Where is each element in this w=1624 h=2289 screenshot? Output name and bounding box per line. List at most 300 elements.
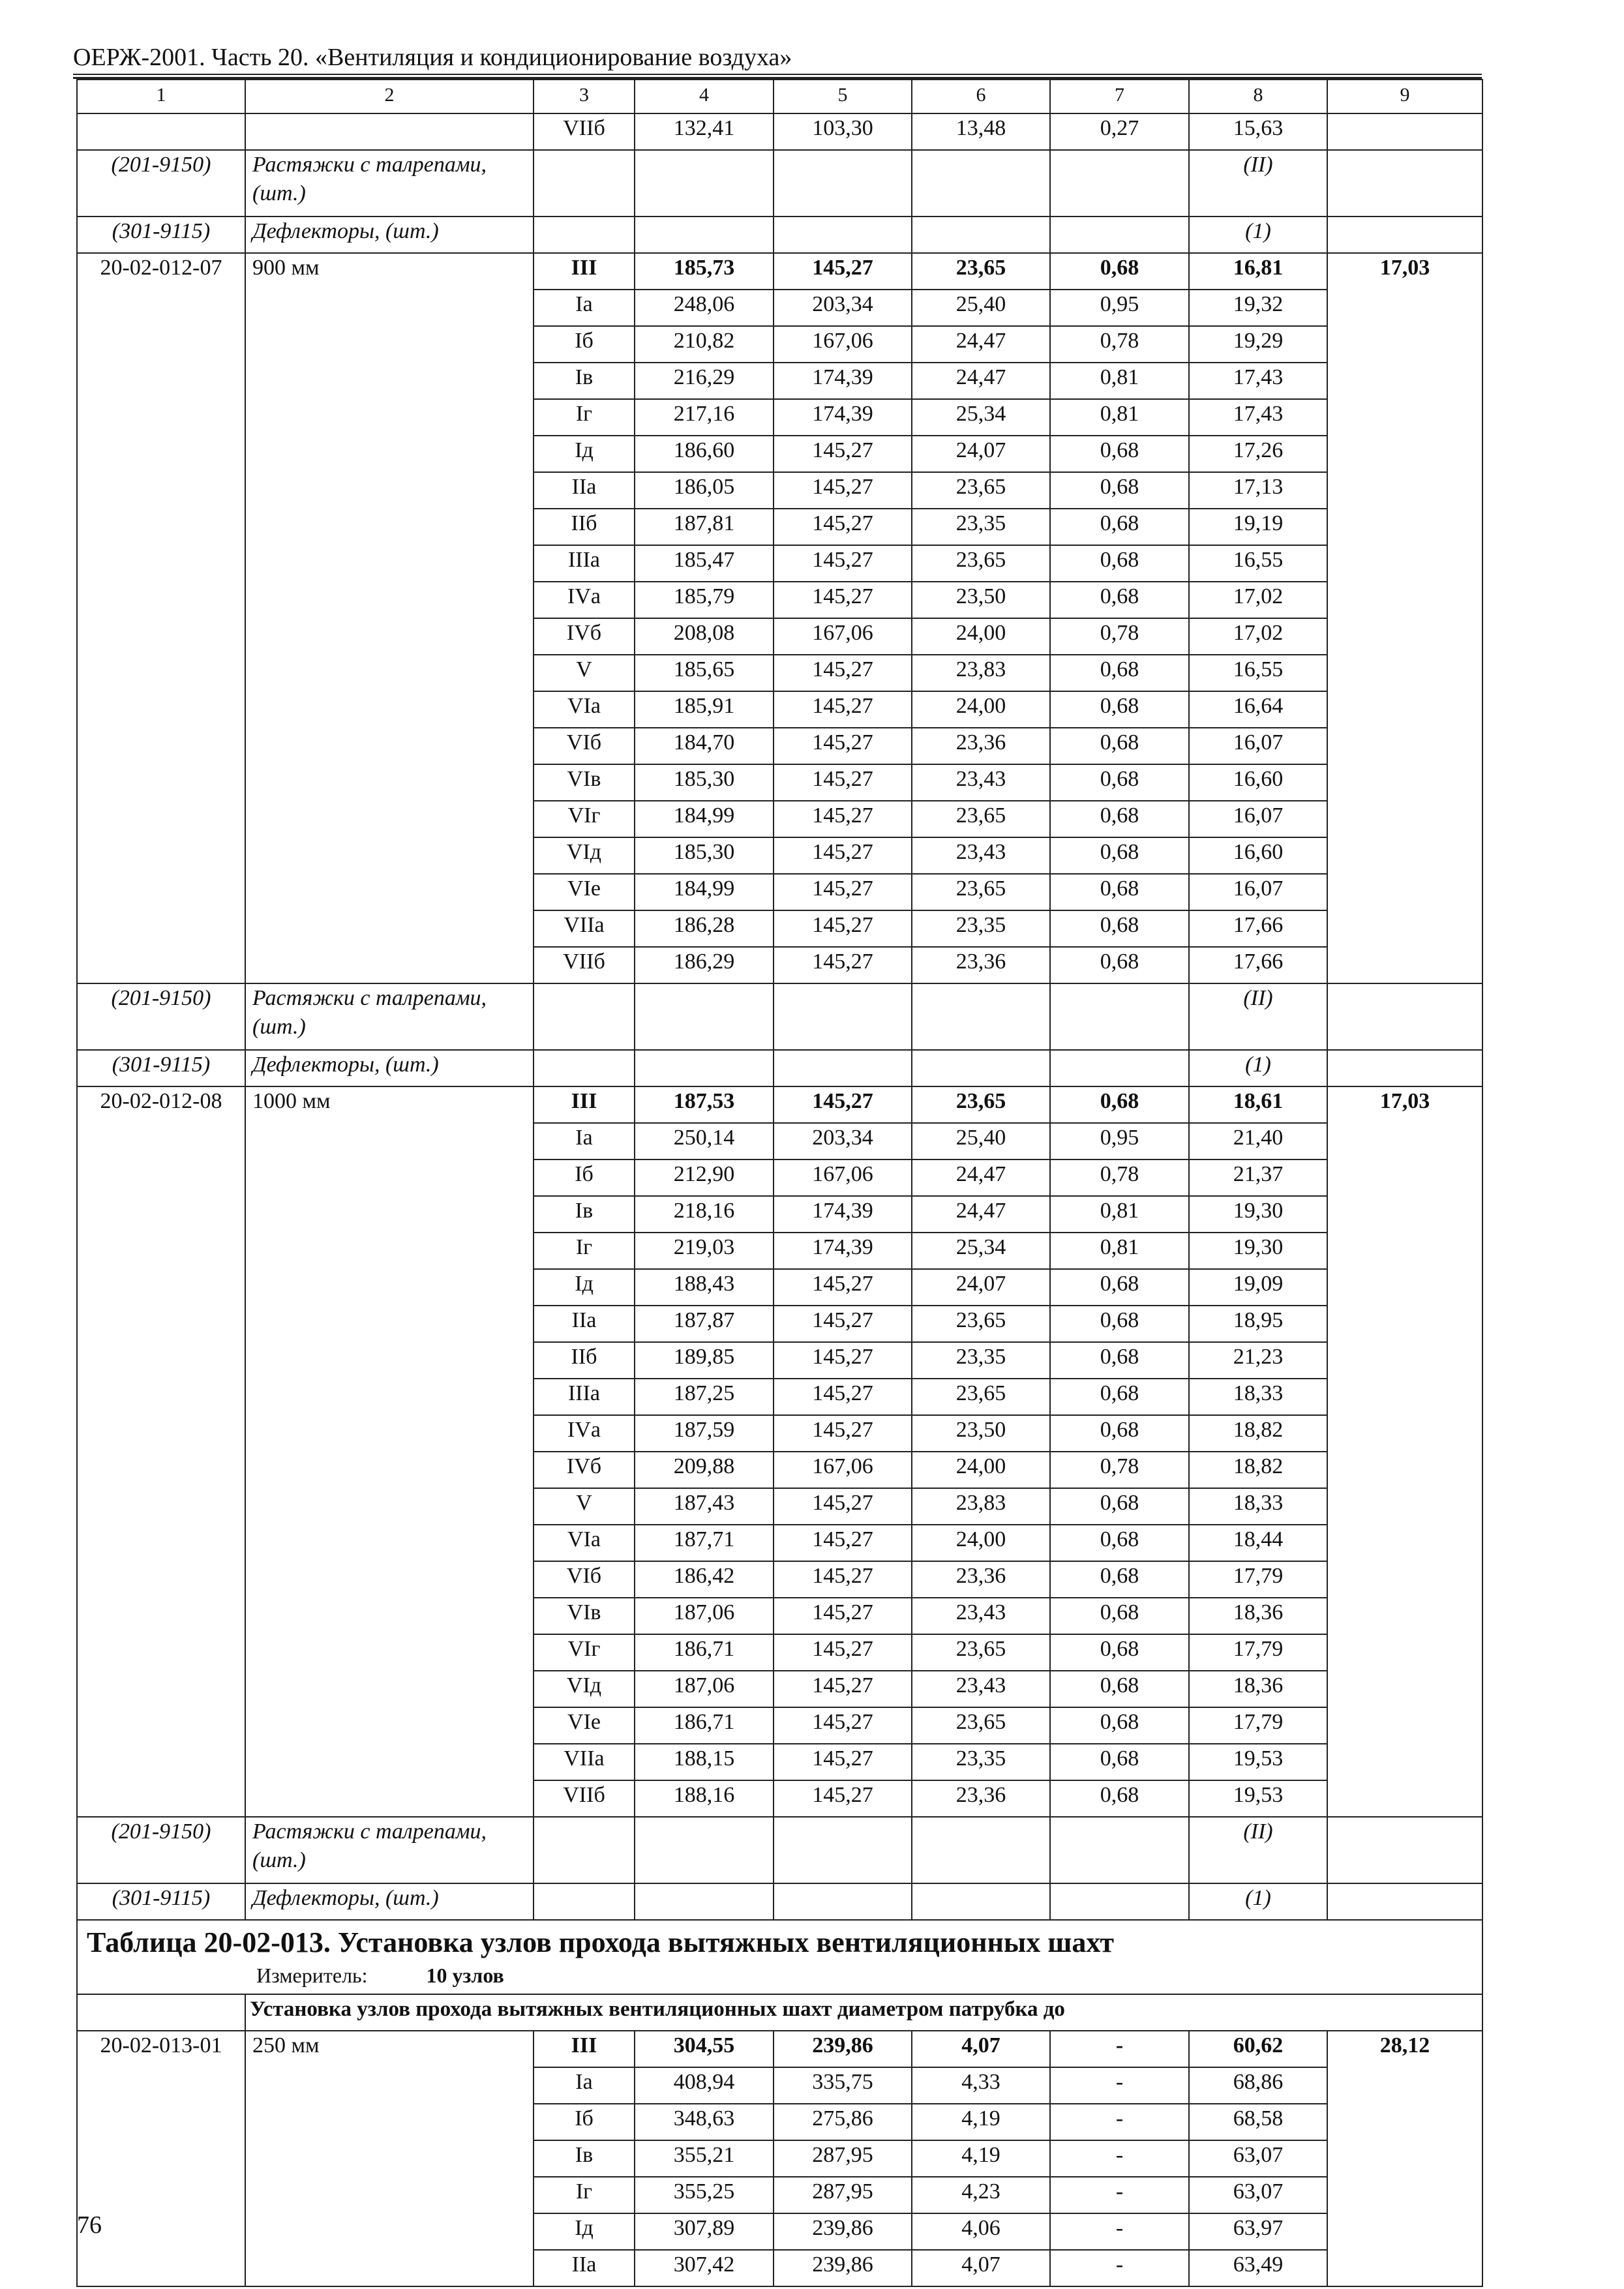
- column-number: 1: [77, 80, 245, 113]
- value-cell: 0,68: [1050, 1306, 1189, 1342]
- empty-cell: [1327, 1883, 1482, 1920]
- empty-cell: [1327, 983, 1482, 1050]
- meter-line: [87, 1961, 1473, 1990]
- value-cell: 18,82: [1189, 1452, 1327, 1488]
- value-cell: (1): [1189, 1883, 1327, 1920]
- zone-cell: IVа: [534, 1415, 635, 1452]
- column-number: 9: [1327, 80, 1482, 113]
- total-cell: [1327, 150, 1482, 217]
- zone-cell: III: [534, 253, 635, 290]
- value-cell: 145,27: [774, 1379, 912, 1415]
- zone-cell: Iг: [534, 2177, 635, 2213]
- value-cell: [1050, 150, 1189, 217]
- value-cell: 0,68: [1050, 1598, 1189, 1634]
- table-title-cell: [77, 1920, 1482, 1994]
- empty-cell: [1327, 1050, 1482, 1086]
- value-cell: 0,68: [1050, 728, 1189, 764]
- value-cell: 239,86: [774, 2031, 912, 2067]
- total-cell: [1327, 217, 1482, 253]
- zone-cell: VIIб: [534, 113, 635, 150]
- code-cell: [77, 113, 245, 150]
- value-cell: 16,60: [1189, 837, 1327, 874]
- empty-cell: [77, 1994, 245, 2031]
- value-cell: 185,47: [635, 545, 774, 582]
- value-cell: 287,95: [774, 2140, 912, 2177]
- zone-cell: VIIб: [534, 1780, 635, 1817]
- value-cell: 217,16: [635, 399, 774, 436]
- value-cell: 0,95: [1050, 290, 1189, 326]
- value-cell: 0,81: [1050, 1196, 1189, 1233]
- value-cell: 185,30: [635, 764, 774, 801]
- resource-note-row: [77, 1817, 1482, 1883]
- value-cell: 0,68: [1050, 764, 1189, 801]
- value-cell: 167,06: [774, 1452, 912, 1488]
- value-cell: 23,65: [912, 1306, 1050, 1342]
- value-cell: 174,39: [774, 1233, 912, 1269]
- value-cell: 184,99: [635, 801, 774, 837]
- value-cell: 18,95: [1189, 1306, 1327, 1342]
- value-cell: 16,07: [1189, 801, 1327, 837]
- value-cell: 145,27: [774, 1306, 912, 1342]
- meter-label: Измеритель:: [256, 1964, 368, 1987]
- value-cell: 0,78: [1050, 618, 1189, 655]
- zone-cell: IVб: [534, 618, 635, 655]
- value-cell: 16,60: [1189, 764, 1327, 801]
- value-cell: 0,68: [1050, 1744, 1189, 1780]
- total-cell: [1327, 113, 1482, 150]
- value-cell: 18,44: [1189, 1525, 1327, 1561]
- value-cell: 0,81: [1050, 363, 1189, 399]
- value-cell: 23,65: [912, 253, 1050, 290]
- value-cell: 63,49: [1189, 2250, 1327, 2286]
- value-cell: 145,27: [774, 1086, 912, 1123]
- value-cell: 16,07: [1189, 874, 1327, 910]
- description-cell: Растяжки с талрепами, (шт.): [245, 1817, 534, 1883]
- value-cell: -: [1050, 2213, 1189, 2250]
- value-cell: 24,47: [912, 1159, 1050, 1196]
- zone-cell: IVа: [534, 582, 635, 618]
- code-cell: (201-9150): [77, 150, 245, 217]
- zone-cell: VIIа: [534, 1744, 635, 1780]
- value-cell: 17,79: [1189, 1707, 1327, 1744]
- value-cell: 275,86: [774, 2104, 912, 2140]
- table-row: [77, 1086, 1482, 1123]
- value-cell: 188,16: [635, 1780, 774, 1817]
- value-cell: 4,23: [912, 2177, 1050, 2213]
- zone-cell: VIб: [534, 728, 635, 764]
- value-cell: 188,43: [635, 1269, 774, 1306]
- code-cell: (201-9150): [77, 983, 245, 1050]
- value-cell: 0,81: [1050, 1233, 1189, 1269]
- value-cell: 145,27: [774, 545, 912, 582]
- value-cell: -: [1050, 2104, 1189, 2140]
- value-cell: 0,68: [1050, 801, 1189, 837]
- value-cell: 187,43: [635, 1488, 774, 1525]
- zone-cell: [534, 217, 635, 253]
- value-cell: 184,99: [635, 874, 774, 910]
- value-cell: 145,27: [774, 874, 912, 910]
- value-cell: 0,78: [1050, 326, 1189, 363]
- value-cell: 16,81: [1189, 253, 1327, 290]
- code-cell: 20-02-012-08: [77, 1086, 245, 1817]
- value-cell: 145,27: [774, 1488, 912, 1525]
- value-cell: 4,19: [912, 2140, 1050, 2177]
- value-cell: 23,35: [912, 910, 1050, 947]
- value-cell: [912, 217, 1050, 253]
- value-cell: 25,34: [912, 399, 1050, 436]
- value-cell: 0,68: [1050, 947, 1189, 983]
- table-row: [77, 253, 1482, 290]
- value-cell: 208,08: [635, 618, 774, 655]
- code-cell: 20-02-012-07: [77, 253, 245, 983]
- total-cell: 28,12: [1327, 2031, 1482, 2286]
- value-cell: 23,35: [912, 1342, 1050, 1379]
- value-cell: 23,43: [912, 1671, 1050, 1707]
- value-cell: 18,33: [1189, 1488, 1327, 1525]
- zone-cell: Iб: [534, 2104, 635, 2140]
- value-cell: 23,36: [912, 728, 1050, 764]
- zone-cell: IIб: [534, 509, 635, 545]
- zone-cell: Iд: [534, 2213, 635, 2250]
- description-cell: 250 мм: [245, 2031, 534, 2286]
- value-cell: 184,70: [635, 728, 774, 764]
- zone-cell: Iв: [534, 363, 635, 399]
- value-cell: 23,65: [912, 801, 1050, 837]
- resource-note-row: [77, 1050, 1482, 1086]
- empty-cell: [1050, 1883, 1189, 1920]
- empty-cell: [774, 1883, 912, 1920]
- value-cell: 0,68: [1050, 1525, 1189, 1561]
- table-title: Таблица 20-02-013. Установка узлов прохода вытяжных вентиляционных шахт: [87, 1926, 1114, 1958]
- table-row: [77, 113, 1482, 150]
- value-cell: 145,27: [774, 582, 912, 618]
- value-cell: 0,68: [1050, 253, 1189, 290]
- value-cell: 145,27: [774, 1707, 912, 1744]
- column-number: 3: [534, 80, 635, 113]
- value-cell: 0,68: [1050, 1342, 1189, 1379]
- value-cell: 132,41: [635, 113, 774, 150]
- value-cell: 185,79: [635, 582, 774, 618]
- zone-cell: VIг: [534, 801, 635, 837]
- value-cell: 23,50: [912, 1415, 1050, 1452]
- description-cell: Растяжки с талрепами, (шт.): [245, 150, 534, 217]
- value-cell: (1): [1189, 1050, 1327, 1086]
- empty-cell: [534, 1883, 635, 1920]
- value-cell: 187,87: [635, 1306, 774, 1342]
- empty-cell: [1050, 1050, 1189, 1086]
- value-cell: 0,68: [1050, 655, 1189, 691]
- zone-cell: IIа: [534, 472, 635, 509]
- value-cell: 23,35: [912, 1744, 1050, 1780]
- empty-cell: [534, 983, 635, 1050]
- description-cell: Дефлекторы, (шт.): [245, 1883, 534, 1920]
- value-cell: 15,63: [1189, 113, 1327, 150]
- zone-cell: VIв: [534, 1598, 635, 1634]
- value-cell: 0,68: [1050, 837, 1189, 874]
- code-cell: (301-9115): [77, 1050, 245, 1086]
- value-cell: 19,30: [1189, 1196, 1327, 1233]
- resource-note-row: [77, 150, 1482, 217]
- value-cell: 186,71: [635, 1707, 774, 1744]
- value-cell: 187,71: [635, 1525, 774, 1561]
- value-cell: 0,27: [1050, 113, 1189, 150]
- empty-cell: [635, 1817, 774, 1883]
- zone-cell: VIб: [534, 1561, 635, 1598]
- value-cell: 17,02: [1189, 582, 1327, 618]
- value-cell: 145,27: [774, 1671, 912, 1707]
- value-cell: 24,00: [912, 691, 1050, 728]
- value-cell: 25,40: [912, 1123, 1050, 1159]
- zone-cell: Iд: [534, 1269, 635, 1306]
- value-cell: -: [1050, 2140, 1189, 2177]
- column-number: 5: [774, 80, 912, 113]
- value-cell: -: [1050, 2250, 1189, 2286]
- value-cell: 19,30: [1189, 1233, 1327, 1269]
- value-cell: (1): [1189, 217, 1327, 253]
- empty-cell: [912, 1050, 1050, 1086]
- value-cell: 186,28: [635, 910, 774, 947]
- zone-cell: VIв: [534, 764, 635, 801]
- value-cell: 17,13: [1189, 472, 1327, 509]
- code-cell: (301-9115): [77, 1883, 245, 1920]
- zone-cell: VIд: [534, 1671, 635, 1707]
- value-cell: 145,27: [774, 253, 912, 290]
- value-cell: 167,06: [774, 326, 912, 363]
- zone-cell: VIIа: [534, 910, 635, 947]
- value-cell: 145,27: [774, 1415, 912, 1452]
- value-cell: 23,65: [912, 1707, 1050, 1744]
- value-cell: 189,85: [635, 1342, 774, 1379]
- zone-cell: IIIа: [534, 545, 635, 582]
- value-cell: 24,00: [912, 618, 1050, 655]
- table-title-row: [77, 1920, 1482, 1994]
- empty-cell: [534, 1050, 635, 1086]
- value-cell: 0,68: [1050, 1415, 1189, 1452]
- value-cell: 145,27: [774, 837, 912, 874]
- zone-cell: Iд: [534, 436, 635, 472]
- value-cell: 21,23: [1189, 1342, 1327, 1379]
- value-cell: 145,27: [774, 1598, 912, 1634]
- value-cell: 23,83: [912, 655, 1050, 691]
- column-number: 7: [1050, 80, 1189, 113]
- zone-cell: VIа: [534, 691, 635, 728]
- value-cell: 18,36: [1189, 1598, 1327, 1634]
- value-cell: 0,68: [1050, 582, 1189, 618]
- value-cell: 63,07: [1189, 2140, 1327, 2177]
- value-cell: 23,65: [912, 1634, 1050, 1671]
- value-cell: 0,68: [1050, 691, 1189, 728]
- value-cell: 250,14: [635, 1123, 774, 1159]
- value-cell: 0,68: [1050, 1561, 1189, 1598]
- value-cell: 17,43: [1189, 399, 1327, 436]
- value-cell: 209,88: [635, 1452, 774, 1488]
- value-cell: 0,95: [1050, 1123, 1189, 1159]
- value-cell: 19,09: [1189, 1269, 1327, 1306]
- total-cell: 17,03: [1327, 253, 1482, 983]
- zone-cell: [534, 150, 635, 217]
- value-cell: 239,86: [774, 2213, 912, 2250]
- value-cell: 23,43: [912, 837, 1050, 874]
- value-cell: 16,64: [1189, 691, 1327, 728]
- value-cell: 145,27: [774, 1561, 912, 1598]
- value-cell: 25,34: [912, 1233, 1050, 1269]
- value-cell: 4,07: [912, 2250, 1050, 2286]
- zone-cell: Iг: [534, 1233, 635, 1269]
- code-cell: (201-9150): [77, 1817, 245, 1883]
- meter-value: 10 узлов: [426, 1964, 504, 1987]
- resource-note-row: [77, 1883, 1482, 1920]
- description-cell: Дефлекторы, (шт.): [245, 217, 534, 253]
- value-cell: 68,86: [1189, 2067, 1327, 2104]
- value-cell: 0,68: [1050, 1671, 1189, 1707]
- value-cell: 17,66: [1189, 947, 1327, 983]
- zone-cell: V: [534, 1488, 635, 1525]
- value-cell: 24,47: [912, 363, 1050, 399]
- empty-cell: [635, 983, 774, 1050]
- zone-cell: Iа: [534, 2067, 635, 2104]
- value-cell: 408,94: [635, 2067, 774, 2104]
- value-cell: 25,40: [912, 290, 1050, 326]
- value-cell: 16,55: [1189, 655, 1327, 691]
- value-cell: 16,07: [1189, 728, 1327, 764]
- value-cell: (II): [1189, 150, 1327, 217]
- value-cell: 186,42: [635, 1561, 774, 1598]
- value-cell: 216,29: [635, 363, 774, 399]
- zone-cell: VIе: [534, 1707, 635, 1744]
- value-cell: 24,00: [912, 1525, 1050, 1561]
- value-cell: 185,73: [635, 253, 774, 290]
- value-cell: 187,59: [635, 1415, 774, 1452]
- value-cell: 186,05: [635, 472, 774, 509]
- code-cell: (301-9115): [77, 217, 245, 253]
- value-cell: 145,27: [774, 801, 912, 837]
- value-cell: 145,27: [774, 472, 912, 509]
- zone-cell: IVб: [534, 1452, 635, 1488]
- rates-table: [76, 79, 1483, 2287]
- empty-cell: [635, 1050, 774, 1086]
- zone-cell: IIа: [534, 2250, 635, 2286]
- value-cell: 0,68: [1050, 545, 1189, 582]
- header-rule: [73, 74, 1482, 75]
- value-cell: 167,06: [774, 618, 912, 655]
- value-cell: 0,68: [1050, 436, 1189, 472]
- zone-cell: IIа: [534, 1306, 635, 1342]
- value-cell: -: [1050, 2031, 1189, 2067]
- value-cell: 21,40: [1189, 1123, 1327, 1159]
- value-cell: 16,55: [1189, 545, 1327, 582]
- value-cell: 145,27: [774, 436, 912, 472]
- value-cell: 187,25: [635, 1379, 774, 1415]
- zone-cell: Iа: [534, 290, 635, 326]
- zone-cell: Iб: [534, 1159, 635, 1196]
- value-cell: 23,50: [912, 582, 1050, 618]
- empty-cell: [774, 1817, 912, 1883]
- value-cell: 186,71: [635, 1634, 774, 1671]
- empty-cell: [912, 1883, 1050, 1920]
- value-cell: 185,65: [635, 655, 774, 691]
- value-cell: 24,47: [912, 326, 1050, 363]
- value-cell: 0,68: [1050, 1488, 1189, 1525]
- empty-cell: [635, 1883, 774, 1920]
- description-cell: [245, 113, 534, 150]
- value-cell: 0,68: [1050, 874, 1189, 910]
- resource-note-row: [77, 983, 1482, 1050]
- value-cell: 17,02: [1189, 618, 1327, 655]
- value-cell: 19,53: [1189, 1744, 1327, 1780]
- value-cell: [774, 217, 912, 253]
- value-cell: 19,32: [1189, 290, 1327, 326]
- value-cell: 0,68: [1050, 910, 1189, 947]
- empty-cell: [774, 1050, 912, 1086]
- empty-cell: [1327, 1817, 1482, 1883]
- value-cell: 23,36: [912, 1780, 1050, 1817]
- value-cell: 145,27: [774, 947, 912, 983]
- zone-cell: III: [534, 1086, 635, 1123]
- zone-cell: VIе: [534, 874, 635, 910]
- value-cell: [774, 150, 912, 217]
- empty-cell: [912, 983, 1050, 1050]
- value-cell: 4,07: [912, 2031, 1050, 2067]
- value-cell: 248,06: [635, 290, 774, 326]
- description-cell: Растяжки с талрепами, (шт.): [245, 983, 534, 1050]
- table-row: [77, 2031, 1482, 2067]
- value-cell: 18,61: [1189, 1086, 1327, 1123]
- value-cell: 187,06: [635, 1671, 774, 1707]
- zone-cell: IIб: [534, 1342, 635, 1379]
- value-cell: 239,86: [774, 2250, 912, 2286]
- value-cell: 203,34: [774, 1123, 912, 1159]
- value-cell: 212,90: [635, 1159, 774, 1196]
- value-cell: 188,15: [635, 1744, 774, 1780]
- value-cell: 68,58: [1189, 2104, 1327, 2140]
- value-cell: 23,83: [912, 1488, 1050, 1525]
- value-cell: 304,55: [635, 2031, 774, 2067]
- empty-cell: [1050, 1817, 1189, 1883]
- zone-cell: Iг: [534, 399, 635, 436]
- zone-cell: Iв: [534, 1196, 635, 1233]
- column-number-row: [77, 80, 1482, 113]
- value-cell: 355,21: [635, 2140, 774, 2177]
- value-cell: 203,34: [774, 290, 912, 326]
- value-cell: 24,00: [912, 1452, 1050, 1488]
- value-cell: 4,19: [912, 2104, 1050, 2140]
- value-cell: 19,29: [1189, 326, 1327, 363]
- value-cell: 218,16: [635, 1196, 774, 1233]
- value-cell: 13,48: [912, 113, 1050, 150]
- value-cell: 145,27: [774, 691, 912, 728]
- column-number: 2: [245, 80, 534, 113]
- zone-cell: VIIб: [534, 947, 635, 983]
- page-number: 76: [77, 2211, 102, 2239]
- column-number: 4: [635, 80, 774, 113]
- value-cell: 0,68: [1050, 1379, 1189, 1415]
- value-cell: 0,78: [1050, 1452, 1189, 1488]
- description-cell: Дефлекторы, (шт.): [245, 1050, 534, 1086]
- value-cell: 63,97: [1189, 2213, 1327, 2250]
- value-cell: 145,27: [774, 509, 912, 545]
- value-cell: 145,27: [774, 910, 912, 947]
- value-cell: 23,36: [912, 1561, 1050, 1598]
- value-cell: 210,82: [635, 326, 774, 363]
- zone-cell: Iа: [534, 1123, 635, 1159]
- value-cell: 185,30: [635, 837, 774, 874]
- value-cell: 23,65: [912, 545, 1050, 582]
- value-cell: [635, 150, 774, 217]
- value-cell: 17,79: [1189, 1634, 1327, 1671]
- subtitle-row: [77, 1994, 1482, 2031]
- value-cell: -: [1050, 2067, 1189, 2104]
- value-cell: 24,47: [912, 1196, 1050, 1233]
